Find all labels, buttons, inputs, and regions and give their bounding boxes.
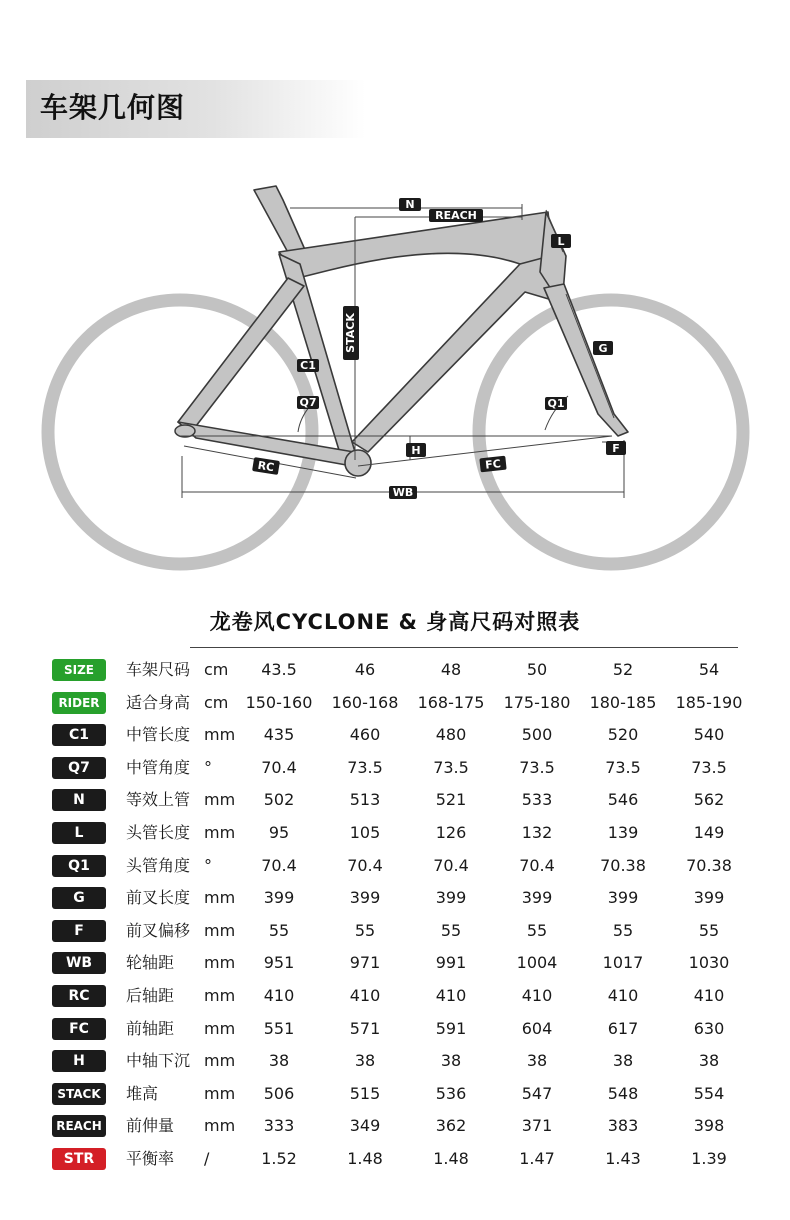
param-unit: mm [204,920,236,940]
dim-label-fc [479,456,506,473]
table-cell: 139 [607,823,639,842]
dim-label-reach [429,209,483,222]
table-cell: 70.4 [433,855,469,875]
param-unit: mm [204,1051,236,1071]
table-cell: 50 [526,660,548,679]
param-unit: mm [204,790,236,810]
table-cell: 132 [521,823,553,842]
table-cell: 971 [349,953,381,973]
table-cell: 1.48 [347,1149,383,1168]
table-cell: 55 [698,920,720,940]
svg-text:H: H [411,444,421,457]
param-code-badge: C1 [52,724,106,746]
svg-text:FC: FC [484,457,502,472]
param-name: 前伸量 [126,1116,175,1136]
table-cell: 149 [693,823,725,842]
rear-dropout [175,425,195,437]
table-cell: 371 [521,1116,553,1136]
table-cell: 604 [521,1018,553,1038]
table-cell: 38 [268,1051,290,1071]
param-name: 堆高 [126,1083,159,1103]
param-unit: mm [204,1116,236,1136]
table-cell: 1.47 [519,1149,555,1168]
table-cell: 1004 [516,953,558,973]
table-cell: 70.4 [261,855,297,875]
param-code-badge: REACH [52,1115,106,1137]
param-code-badge: STR [52,1148,106,1170]
param-name: 前轴距 [126,1018,175,1038]
table-cell: 333 [263,1116,295,1136]
table-row [0,882,790,914]
table-cell: 38 [526,1051,548,1071]
table-cell: 73.5 [347,757,383,777]
table-cell: 383 [607,1116,639,1136]
table-cell: 500 [521,725,553,745]
table-cell: 515 [349,1083,381,1103]
table-row [0,1045,790,1077]
svg-text:C1: C1 [300,359,316,372]
param-name: 后轴距 [126,986,175,1005]
dim-label-c1 [297,359,319,372]
param-unit: mm [204,725,236,745]
table-cell: 399 [693,888,725,908]
table-row [0,784,790,816]
frame [178,186,628,466]
param-code-badge: H [52,1050,106,1072]
dim-label-n [399,198,421,211]
dim-label-f [606,441,626,455]
param-code-badge: F [52,920,106,942]
param-code-badge: Q1 [52,855,106,877]
size-table-title: 龙卷风CYCLONE & 身高尺码对照表 [209,610,581,634]
table-cell: 70.4 [519,855,555,875]
front-wheel [479,300,743,564]
table-cell: 540 [693,725,725,745]
table-cell: 399 [521,888,553,908]
param-unit: mm [204,1018,236,1038]
table-cell: 1.39 [691,1149,727,1168]
table-cell: 410 [521,986,553,1005]
table-row [0,687,790,719]
table-cell: 38 [440,1051,462,1071]
table-row [0,850,790,882]
title-divider [190,647,738,648]
table-cell: 1030 [688,953,730,973]
table-cell: 38 [354,1051,376,1071]
table-cell: 73.5 [433,757,469,777]
dim-label-l [551,234,571,248]
param-name: 中轴下沉 [126,1051,191,1071]
table-cell: 399 [607,888,639,908]
param-name: 中管长度 [126,725,191,745]
table-cell: 951 [263,953,295,973]
param-code-badge: RC [52,985,106,1007]
dim-label-q1 [545,397,567,410]
table-cell: 546 [607,790,639,810]
param-code-badge: RIDER [52,692,106,714]
table-cell: 536 [435,1083,467,1103]
dim-label-wb [389,486,417,499]
param-unit: ° [204,757,212,777]
dim-label-stack [343,306,359,360]
table-cell: 1.48 [433,1149,469,1168]
param-name: 平衡率 [126,1149,175,1168]
dim-label-g [593,341,613,355]
dim-label-q7 [297,396,319,409]
table-cell: 410 [607,986,639,1005]
table-cell: 38 [698,1051,720,1071]
dim-label-h [406,443,426,457]
param-code-badge: SIZE [52,659,106,681]
seatpost [254,186,306,258]
table-row [0,915,790,947]
svg-text:N: N [405,198,415,211]
table-cell: 150-160 [245,692,313,712]
svg-text:RC: RC [256,458,276,475]
table-cell: 533 [521,790,553,810]
table-cell: 73.5 [519,757,555,777]
svg-text:G: G [598,342,608,355]
param-unit: cm [204,692,229,712]
table-cell: 548 [607,1083,639,1103]
table-row [0,1078,790,1110]
table-cell: 410 [263,986,295,1005]
param-unit: cm [204,660,229,679]
param-code-badge: L [52,822,106,844]
param-name: 适合身高 [126,692,191,712]
table-cell: 54 [698,660,720,679]
table-cell: 591 [435,1018,467,1038]
table-cell: 55 [526,920,548,940]
table-cell: 55 [268,920,290,940]
table-cell: 547 [521,1083,553,1103]
table-cell: 460 [349,725,381,745]
table-cell: 175-180 [503,692,571,712]
table-row [0,947,790,979]
table-cell: 52 [612,660,634,679]
table-cell: 1.43 [605,1149,641,1168]
param-code-badge: G [52,887,106,909]
table-cell: 105 [349,823,381,842]
param-name: 车架尺码 [126,660,191,679]
table-cell: 502 [263,790,295,810]
param-name: 头管长度 [126,823,191,842]
table-cell: 398 [693,1116,725,1136]
table-cell: 410 [435,986,467,1005]
table-cell: 70.38 [686,855,732,875]
svg-text:F: F [612,442,620,455]
svg-text:L: L [557,235,565,248]
table-cell: 399 [349,888,381,908]
table-cell: 46 [354,660,376,679]
dim-label-rc [252,457,280,475]
param-code-badge: N [52,789,106,811]
table-cell: 48 [440,660,462,679]
table-cell: 43.5 [261,660,297,679]
table-cell: 55 [354,920,376,940]
table-cell: 73.5 [605,757,641,777]
table-cell: 562 [693,790,725,810]
table-cell: 38 [612,1051,634,1071]
table-cell: 399 [435,888,467,908]
svg-text:REACH: REACH [435,209,477,222]
table-row [0,654,790,686]
down-tube [352,256,552,452]
table-cell: 1017 [602,953,644,973]
table-cell: 362 [435,1116,467,1136]
table-cell: 73.5 [691,757,727,777]
table-cell: 70.4 [347,855,383,875]
table-row [0,1013,790,1045]
table-cell: 160-168 [331,692,399,712]
param-name: 头管角度 [126,855,191,875]
table-row [0,980,790,1012]
table-row [0,752,790,784]
svg-text:WB: WB [392,486,414,499]
param-code-badge: Q7 [52,757,106,779]
table-cell: 168-175 [417,692,485,712]
param-name: 前叉偏移 [126,920,191,940]
param-unit: ° [204,855,212,875]
table-cell: 513 [349,790,381,810]
param-name: 轮轴距 [126,953,175,973]
param-unit: mm [204,986,236,1005]
param-unit: mm [204,823,236,842]
svg-text:STACK: STACK [344,313,357,353]
table-cell: 410 [693,986,725,1005]
table-cell: 185-190 [675,692,743,712]
table-row [0,1143,790,1175]
table-cell: 70.38 [600,855,646,875]
table-cell: 349 [349,1116,381,1136]
table-cell: 617 [607,1018,639,1038]
table-cell: 521 [435,790,467,810]
table-cell: 55 [440,920,462,940]
param-name: 等效上管 [126,790,191,810]
param-name: 中管角度 [126,757,191,777]
table-cell: 435 [263,725,295,745]
param-code-badge: STACK [52,1083,106,1105]
table-cell: 70.4 [261,757,297,777]
table-cell: 520 [607,725,639,745]
param-code-badge: FC [52,1018,106,1040]
param-unit: / [204,1149,210,1168]
table-cell: 551 [263,1018,295,1038]
table-cell: 991 [435,953,467,973]
svg-text:Q7: Q7 [299,396,317,409]
table-cell: 480 [435,725,467,745]
table-cell: 55 [612,920,634,940]
top-tube [279,212,553,278]
table-cell: 554 [693,1083,725,1103]
table-cell: 630 [693,1018,725,1038]
param-unit: mm [204,1083,236,1103]
table-cell: 1.52 [261,1149,297,1168]
table-cell: 571 [349,1018,381,1038]
bottom-bracket [345,450,371,476]
param-name: 前叉长度 [126,888,191,908]
table-row [0,817,790,849]
table-cell: 95 [268,823,290,842]
param-unit: mm [204,888,236,908]
page-title: 车架几何图 [40,91,186,124]
param-unit: mm [204,953,236,973]
frame-geometry-diagram [0,160,790,590]
table-cell: 410 [349,986,381,1005]
table-cell: 126 [435,823,467,842]
table-cell: 506 [263,1083,295,1103]
table-row [0,1110,790,1142]
table-cell: 399 [263,888,295,908]
param-code-badge: WB [52,952,106,974]
svg-text:Q1: Q1 [547,397,565,410]
table-cell: 180-185 [589,692,657,712]
table-row [0,719,790,751]
